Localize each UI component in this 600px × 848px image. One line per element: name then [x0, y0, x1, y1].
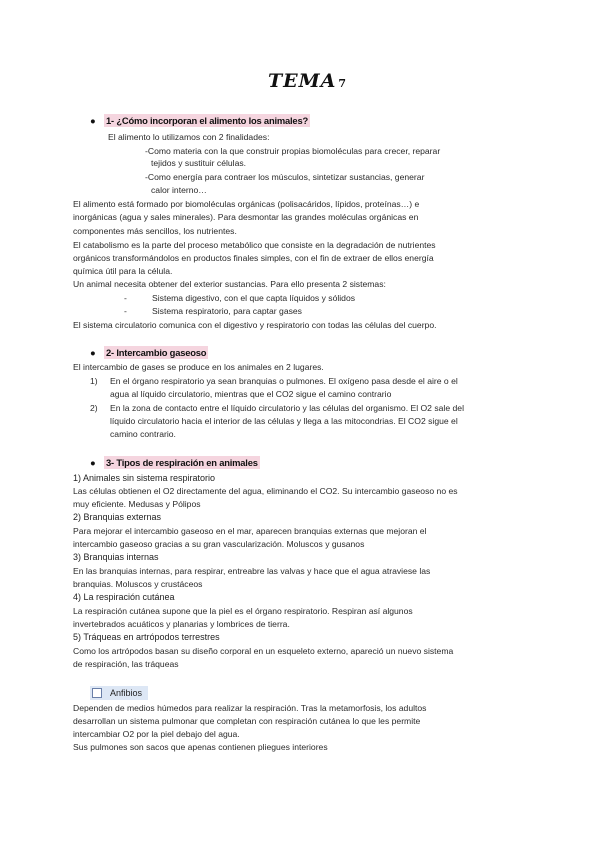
- subsection-title: 2) Branquias externas: [73, 512, 162, 522]
- list-item: -Como materia con la que construir propias biomoléculas para crecer, reparar: [145, 146, 441, 156]
- numbered-item-line: camino contrario.: [110, 429, 176, 439]
- paragraph-line: Un animal necesita obtener del exterior sustancias. Para ello presenta 2 sistemas:: [73, 279, 386, 289]
- section-heading-text: 3- Tipos de respiración en animales: [106, 457, 258, 468]
- subsection-title: 3) Branquias internas: [73, 552, 159, 562]
- section-heading-text: 1- ¿Cómo incorporan el alimento los animales?: [106, 115, 308, 126]
- numbered-item-line: agua al líquido circulatorio, mientras que el CO2 sigue el camino contrario: [110, 389, 392, 399]
- paragraph-line: invertebrados acuáticos y planarias y lombrices de tierra.: [73, 619, 290, 629]
- list-item: calor interno…: [151, 185, 207, 195]
- paragraph-line: El sistema circulatorio comunica con el digestivo y respiratorio con todas las células del cuerpo.: [73, 320, 437, 330]
- bullet-icon: ●: [90, 347, 96, 358]
- list-item: -Como energía para contraer los músculos, sintetizar sustancias, generar: [145, 172, 425, 182]
- paragraph-line: orgánicos transformándolos en productos finales simples, con el fin de extraer de ellos energía: [73, 253, 434, 263]
- paragraph-line: componentes más sencillos, los nutrientes.: [73, 226, 237, 236]
- page-title: [268, 70, 347, 92]
- paragraph-line: Como los artrópodos basan su diseño corporal en un esqueleto externo, apareció un nuevo sistema: [73, 646, 454, 656]
- subsection-title: 1) Animales sin sistema respiratorio: [73, 473, 216, 483]
- list-item: [124, 293, 355, 304]
- numbered-marker: 2): [90, 403, 98, 413]
- paragraph-line: Para mejorar el intercambio gaseoso en el mar, aparecen branquias externas que mejoran el: [73, 526, 427, 536]
- paragraph-line: desarrollan un sistema pulmonar que completan con respiración cutánea lo que les permite: [73, 716, 421, 726]
- paragraph-line: El intercambio de gases se produce en los animales en 2 lugares.: [73, 362, 324, 372]
- bullet-icon: ●: [90, 457, 96, 468]
- paragraph-line: Dependen de medios húmedos para realizar la respiración. Tras la metamorfosis, los adultos: [73, 703, 427, 713]
- paragraph-line: El catabolismo es la parte del proceso metabólico que consiste en la degradación de nutrientes: [73, 240, 436, 250]
- subsection-title: 5) Tráqueas en artrópodos terrestres: [73, 632, 220, 642]
- numbered-item-line: En el órgano respiratorio ya sean branquias o pulmones. El oxígeno pasa desde el aire o el: [110, 376, 458, 386]
- amphibians-checklist-item: [90, 686, 148, 700]
- numbered-item-line: En la zona de contacto entre el líquido circulatorio y las células del organismo. El O2 sale del: [110, 403, 464, 413]
- paragraph-line: La respiración cutánea supone que la piel es el órgano respiratorio. Respiran así algunos: [73, 606, 413, 616]
- paragraph-line: química útil para la célula.: [73, 266, 173, 276]
- checkbox-icon[interactable]: [92, 688, 102, 698]
- paragraph-line: branquias. Moluscos y crustáceos: [73, 579, 203, 589]
- paragraph-line: de respiración, las tráqueas: [73, 659, 179, 669]
- paragraph-line: El alimento lo utilizamos con 2 finalidades:: [108, 132, 270, 142]
- subsection-title: 4) La respiración cutánea: [73, 592, 175, 602]
- list-item-text: Sistema digestivo, con el que capta líquidos y sólidos: [152, 293, 356, 303]
- dash-marker: -: [124, 306, 127, 316]
- list-item-text: Sistema respiratorio, para captar gases: [152, 306, 302, 316]
- dash-marker: -: [124, 293, 127, 303]
- paragraph-line: Las células obtienen el O2 directamente del agua, eliminando el CO2. Su intercambio gaseoso no es: [73, 486, 458, 496]
- section-heading-1: [90, 115, 310, 126]
- title-number: 7: [338, 77, 348, 90]
- title-text: TEMA: [268, 70, 337, 92]
- numbered-marker: 1): [90, 376, 98, 386]
- section-heading-2: [90, 347, 208, 358]
- paragraph-line: muy eficiente. Medusas y Pólipos: [73, 499, 201, 509]
- list-item: tejidos y sustituir células.: [151, 158, 247, 168]
- numbered-item-line: líquido circulatorio hacia el interior de las células y llega a las mitocondrias. El CO2 sigue el: [110, 416, 458, 426]
- checklist-label: Anfibios: [110, 688, 143, 698]
- paragraph-line: Sus pulmones son sacos que apenas contienen pliegues interiores: [73, 742, 328, 752]
- section-heading-text: 2- Intercambio gaseoso: [106, 347, 207, 358]
- paragraph-line: El alimento está formado por biomoléculas orgánicas (polisacáridos, lípidos, proteínas…) e: [73, 199, 420, 209]
- section-heading-3: [90, 457, 260, 468]
- paragraph-line: intercambiar O2 por la piel debajo del agua.: [73, 729, 240, 739]
- paragraph-line: En las branquias internas, para respirar, entreabre las valvas y hace que el agua atraviese las: [73, 566, 431, 576]
- list-item: [124, 306, 302, 317]
- paragraph-line: intercambio gaseoso gracias a su gran vascularización. Moluscos y gusanos: [73, 539, 365, 549]
- paragraph-line: inorgánicas (agua y sales minerales). Para desmontar las grandes moléculas orgánicas en: [73, 212, 419, 222]
- bullet-icon: ●: [90, 115, 96, 126]
